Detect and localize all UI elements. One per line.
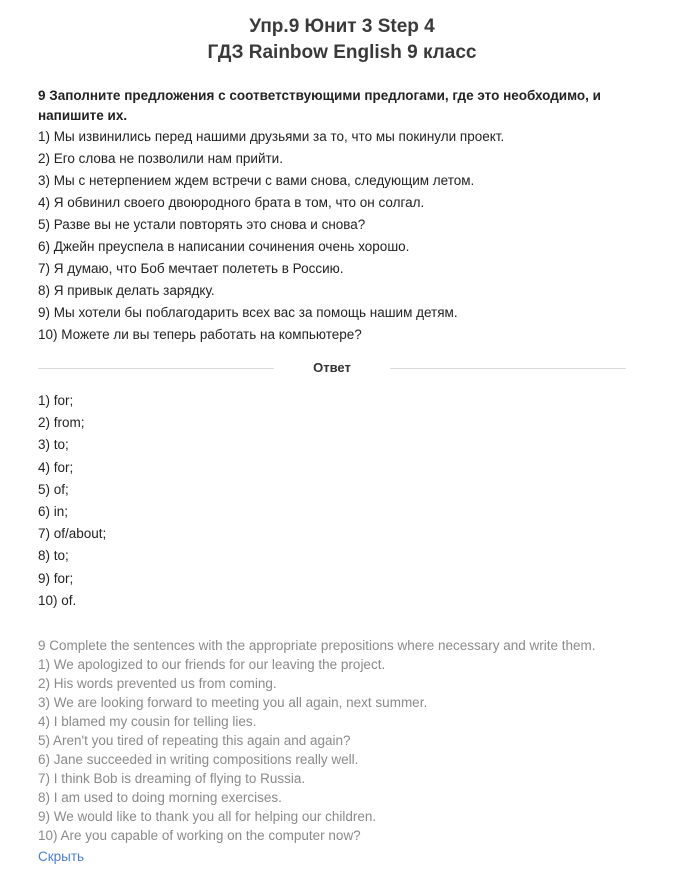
page-title: Упр.9 Юнит 3 Step 4 [249, 16, 435, 37]
original-sentence: 8) I am used to doing morning exercises. [38, 790, 282, 806]
task-sentence: 6) Джейн преуспела в написании сочинения очень хорошо. [38, 239, 410, 254]
answer-label: Ответ [313, 360, 351, 375]
task-sentence: 1) Мы извинились перед нашими друзьями за то, что мы покинули проект. [38, 129, 505, 144]
answer-item: 1) for; [38, 393, 74, 408]
answer-item: 3) to; [38, 437, 69, 453]
page-header [0, 0, 684, 66]
original-sentence: 6) Jane succeeded in writing compositions really well. [38, 752, 359, 768]
original-sentence: 1) We apologized to our friends for our leaving the project. [38, 657, 386, 673]
task-sentence: 2) Его слова не позволили нам прийти. [38, 151, 283, 166]
task-sentence: 3) Мы с нетерпением ждем встречи с вами снова, следующим летом. [38, 173, 475, 188]
answer-item: 6) in; [38, 504, 69, 520]
divider-line-right [390, 368, 626, 369]
original-text-block [38, 636, 626, 866]
task-heading: 9 Заполните предложения с соответствующими предлогами, где это необходимо, и напишите их. [38, 88, 601, 123]
answer-item: 10) of. [38, 592, 77, 608]
answer-list [38, 390, 626, 612]
page-subtitle: ГДЗ Rainbow English 9 класс [207, 42, 477, 63]
task-sentence: 10) Можете ли вы теперь работать на компьютере? [38, 327, 362, 342]
answer-item: 8) to; [38, 548, 69, 564]
task-sentence: 7) Я думаю, что Боб мечтает полететь в Россию. [38, 261, 344, 276]
answer-item: 4) for; [38, 459, 74, 475]
task-sentence: 9) Мы хотели бы поблагодарить всех вас за помощь нашим детям. [38, 305, 458, 320]
task-sentence: 5) Разве вы не устали повторять это снова и снова? [38, 217, 366, 232]
original-sentence: 3) We are looking forward to meeting you all again, next summer. [38, 695, 428, 711]
original-sentence-list [38, 655, 626, 845]
original-sentence: 7) I think Bob is dreaming of flying to Russia. [38, 771, 306, 787]
answer-item: 9) for; [38, 570, 74, 586]
original-sentence: 5) Aren't you tired of repeating this again and again? [38, 733, 351, 749]
task-sentence: 4) Я обвинил своего двоюродного брата в том, что он солгал. [38, 195, 425, 210]
original-sentence: 9) We would like to thank you all for helping our children. [38, 809, 377, 825]
original-heading: 9 Complete the sentences with the appropriate prepositions where necessary and write them. [38, 638, 596, 654]
original-sentence: 10) Are you capable of working on the computer now? [38, 828, 361, 844]
answer-item: 2) from; [38, 415, 85, 431]
hide-link[interactable]: Скрыть [38, 849, 85, 865]
answer-divider [38, 358, 626, 378]
main-content [38, 86, 626, 866]
answer-item: 7) of/about; [38, 526, 107, 542]
task-sentence-list [38, 126, 626, 346]
original-sentence: 4) I blamed my cousin for telling lies. [38, 714, 257, 730]
task-sentence: 8) Я привык делать зарядку. [38, 283, 215, 298]
original-sentence: 2) His words prevented us from coming. [38, 676, 277, 692]
answer-item: 5) of; [38, 481, 69, 497]
